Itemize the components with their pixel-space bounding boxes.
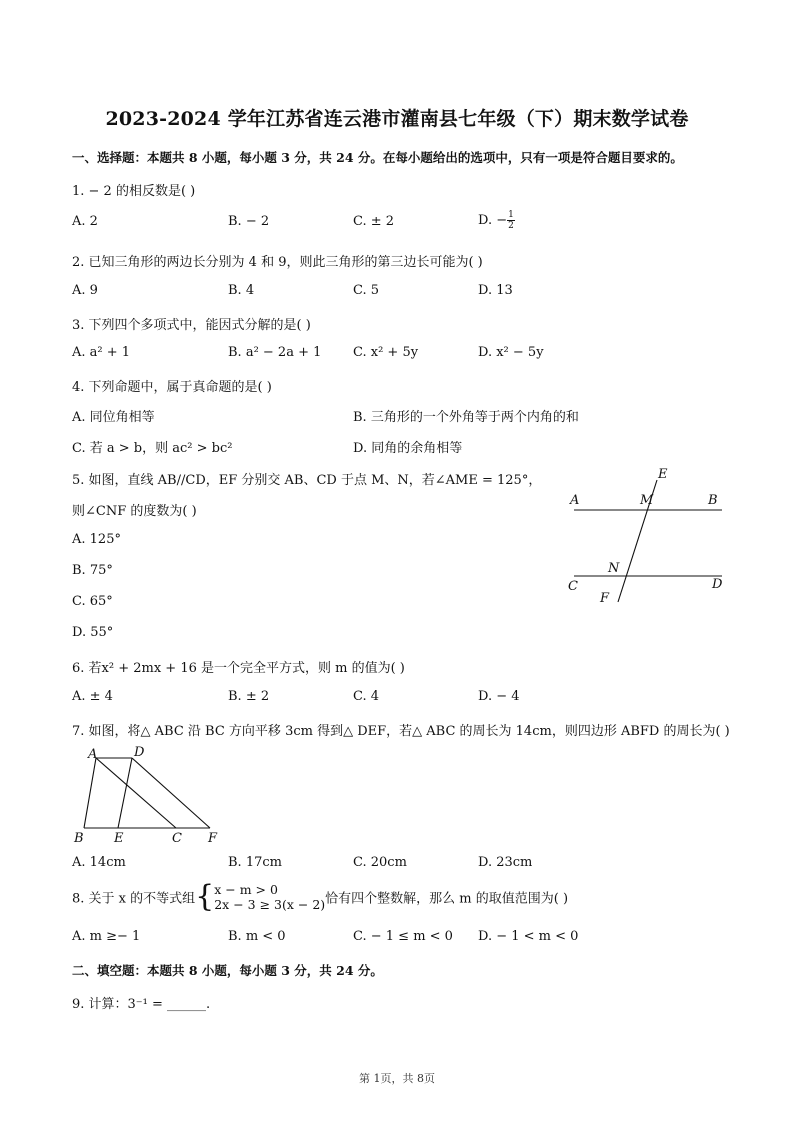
q3-option-b: B. a² − 2a + 1 <box>228 345 322 360</box>
q6-option-a: A. ± 4 <box>72 689 113 704</box>
system-brace-icon: { <box>195 879 215 914</box>
inequality-line-2: 2x − 3 ≥ 3(x − 2) <box>214 897 326 912</box>
label-m: M <box>640 493 654 508</box>
q1-option-d-prefix: D. − <box>478 213 508 228</box>
q5-option-b: B. 75° <box>72 563 113 578</box>
q7-option-c: C. 20cm <box>353 855 407 870</box>
label-e: E <box>658 467 668 482</box>
fraction-numerator: 1 <box>508 210 514 220</box>
question-4-stem: 4. 下列命题中，属于真命题的是( ) <box>72 380 272 395</box>
question-5-stem-line2: 则∠CNF 的度数为( ) <box>72 504 197 519</box>
label-b: B <box>708 493 718 508</box>
question-7-stem: 7. 如图，将△ ABC 沿 BC 方向平移 3cm 得到△ DEF，若△ ABC 的周长为 14cm，则四边形 ABFD 的周长为( ) <box>72 724 730 739</box>
label-f: F <box>208 831 218 846</box>
fraction-denominator: 2 <box>508 221 514 231</box>
q6-option-b: B. ± 2 <box>228 689 270 704</box>
q4-option-d: D. 同角的余角相等 <box>353 441 463 456</box>
inequality-system <box>214 882 325 912</box>
question-2-stem: 2. 已知三角形的两边长分别为 4 和 9，则此三角形的第三边长可能为( ) <box>72 255 483 270</box>
q1-option-d <box>478 210 515 231</box>
q3-option-a: A. a² + 1 <box>72 345 131 360</box>
page-footer: 第 1页，共 8页 <box>359 1072 435 1085</box>
q4-option-b: B. 三角形的一个外角等于两个内角的和 <box>353 410 579 425</box>
q7-option-b: B. 17cm <box>228 855 282 870</box>
question-1-stem: 1. − 2 的相反数是( ) <box>72 184 196 199</box>
q4-option-c: C. 若 a > b，则 ac² > bc² <box>72 441 233 456</box>
segment-ac <box>96 758 176 828</box>
question-6-stem: 6. 若x² + 2mx + 16 是一个完全平方式，则 m 的值为( ) <box>72 661 405 676</box>
q8-suffix: 恰有四个整数解，那么 m 的取值范围为( ) <box>325 891 569 907</box>
label-a: A <box>570 493 580 508</box>
q8-option-a: A. m ≥− 1 <box>72 929 141 944</box>
q1-option-a: A. 2 <box>72 214 98 229</box>
q5-option-c: C. 65° <box>72 594 113 609</box>
q1-option-b: B. − 2 <box>228 214 270 229</box>
q2-option-b: B. 4 <box>228 283 255 298</box>
segment-df <box>132 758 210 828</box>
label-d: D <box>712 577 723 592</box>
q8-option-d: D. − 1 < m < 0 <box>478 929 579 944</box>
q8-option-c: C. − 1 ≤ m < 0 <box>353 929 453 944</box>
q8-option-b: B. m < 0 <box>228 929 286 944</box>
label-d: D <box>134 745 145 760</box>
segment-de <box>118 758 132 828</box>
q7-figure-translated-triangle <box>72 744 232 848</box>
question-3-stem: 3. 下列四个多项式中，能因式分解的是( ) <box>72 318 311 333</box>
question-8-stem <box>72 879 569 914</box>
segment-ab <box>84 758 96 828</box>
section-heading-choice: 一、选择题：本题共 8 小题，每小题 3 分，共 24 分。在每小题给出的选项中，只有一项是符合题目要求的。 <box>72 150 683 165</box>
q3-option-d: D. x² − 5y <box>478 345 544 360</box>
label-a: A <box>88 747 98 762</box>
q3-option-c: C. x² + 5y <box>353 345 419 360</box>
q1-option-c: C. ± 2 <box>353 214 395 229</box>
question-5-stem-line1: 5. 如图，直线 AB//CD，EF 分别交 AB、CD 于点 M、N，若∠AME = 125°， <box>72 473 542 488</box>
q2-option-d: D. 13 <box>478 283 513 298</box>
q7-option-a: A. 14cm <box>72 855 126 870</box>
label-n: N <box>608 561 620 576</box>
inequality-line-1: x − m > 0 <box>214 882 278 897</box>
question-9-stem: 9. 计算：3⁻¹ = ______. <box>72 997 211 1012</box>
q6-option-d: D. − 4 <box>478 689 520 704</box>
q4-option-a: A. 同位角相等 <box>72 410 155 425</box>
q8-prefix: 8. 关于 x 的不等式组 <box>72 891 196 907</box>
label-e: E <box>114 831 124 846</box>
page-title: 2023-2024 学年江苏省连云港市灌南县七年级（下）期末数学试卷 <box>105 108 689 130</box>
q2-option-c: C. 5 <box>353 283 380 298</box>
q5-option-d: D. 55° <box>72 625 114 640</box>
section-heading-fill: 二、填空题：本题共 8 小题，每小题 3 分，共 24 分。 <box>72 963 383 978</box>
label-b: B <box>74 831 84 846</box>
fraction <box>507 210 515 231</box>
q2-option-a: A. 9 <box>72 283 98 298</box>
label-c: C <box>172 831 182 846</box>
q6-option-c: C. 4 <box>353 689 380 704</box>
q5-option-a: A. 125° <box>72 532 121 547</box>
q5-figure-parallel-lines <box>560 462 730 607</box>
q7-option-d: D. 23cm <box>478 855 533 870</box>
label-f: F <box>600 591 610 606</box>
label-c: C <box>568 579 578 594</box>
